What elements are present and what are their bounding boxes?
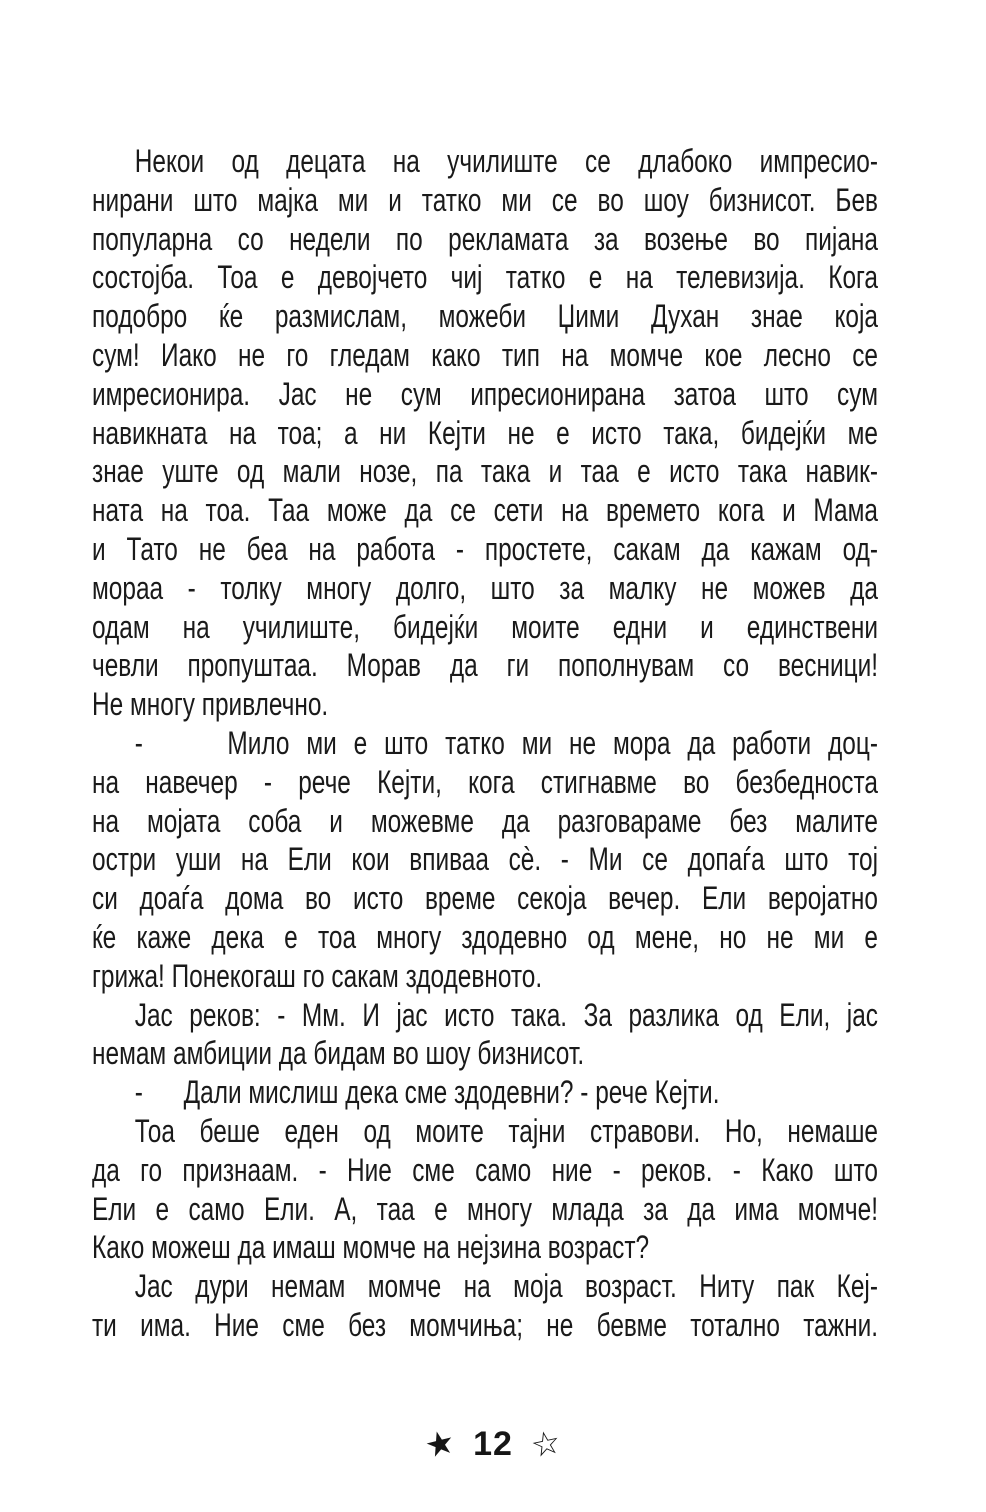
page-number: 12 bbox=[473, 1425, 513, 1463]
paragraph bbox=[92, 1073, 878, 1112]
paragraph bbox=[92, 724, 878, 996]
text-line: и Тато не беа на работа - простете, сакам да кажам од- bbox=[92, 530, 878, 567]
filled-star-icon: ★ bbox=[420, 1421, 459, 1466]
text-line: на навечер - рече Кејти, кога стигнавме во безбедноста bbox=[92, 763, 878, 800]
text-line: Јас реков: - Мм. И јас исто така. За разлика од Ели, јас bbox=[134, 996, 878, 1033]
paragraph bbox=[92, 1112, 878, 1267]
text-line: состојба. Тоа е девојчето чиј татко е на телевизија. Кога bbox=[92, 259, 878, 296]
text-line: на мојата соба и можевме да разговараме без малите bbox=[92, 802, 878, 839]
text-line: - Мило ми е што татко ми не мора да работи доц- bbox=[134, 724, 878, 761]
text-line: си доаѓа дома во исто време секоја вечер. Ели веројатно bbox=[92, 880, 878, 917]
text-line: одам на училиште, бидејќи моите едни и единствени bbox=[92, 608, 878, 645]
text-line: ти има. Ние сме без момчиња; не бевме тотално тажни. bbox=[92, 1306, 878, 1343]
text-line: ќе каже дека е тоа многу здодевно од мене, но не ми е bbox=[92, 918, 878, 955]
text-line: подобро ќе размислам, можеби Џими Духан знае која bbox=[92, 298, 878, 335]
text-line: популарна со недели по рекламата за возење во пијана bbox=[92, 220, 878, 257]
text-line: Тоа беше еден од моите тајни стравови. Но, немаше bbox=[134, 1112, 878, 1149]
text-line: имресионира. Јас не сум ипресионирана затоа што сум bbox=[92, 375, 878, 412]
text-line: немам амбиции да бидам во шоу бизнисот. bbox=[92, 1035, 585, 1072]
text-line: остри уши на Ели кои впиваа сѐ. - Ми се допаѓа што тој bbox=[92, 841, 878, 878]
text-line: Јас дури немам момче на моја возраст. Ниту пак Кеј- bbox=[134, 1268, 878, 1305]
text-line: Како можеш да имаш момче на нејзина возраст? bbox=[92, 1229, 650, 1266]
text-line: сум! Иако не го гледам како тип на момче кое лесно се bbox=[92, 336, 878, 373]
paragraph bbox=[92, 996, 878, 1074]
text-line: Не многу привлечно. bbox=[92, 686, 329, 723]
outline-star-icon: ☆ bbox=[527, 1422, 565, 1465]
text-line: Некои од децата на училиште се длабоко импресио- bbox=[134, 143, 878, 179]
text-line: - Дали мислиш дека сме здодевни? - рече Кејти. bbox=[134, 1074, 720, 1111]
text-line: мораа - толку многу долго, што за малку не можев да bbox=[92, 569, 878, 606]
page-text bbox=[92, 142, 878, 1345]
paragraph bbox=[92, 142, 878, 724]
text-line: ната на тоа. Таа може да се сети на времето кога и Мама bbox=[92, 492, 878, 529]
text-line: грижа! Понекогаш го сакам здодевното. bbox=[92, 957, 543, 994]
text-line: Ели е само Ели. А, таа е многу млада за да има момче! bbox=[92, 1190, 878, 1227]
page-footer bbox=[0, 1421, 986, 1466]
text-line: да го признаам. - Ние сме само ние - реков. - Како што bbox=[92, 1151, 878, 1188]
text-line: чевли пропуштаа. Морав да ги пополнувам со весници! bbox=[92, 647, 878, 684]
text-line: навикната на тоа; а ни Кејти не е исто така, бидејќи ме bbox=[92, 414, 878, 451]
paragraph bbox=[92, 1267, 878, 1345]
text-line: нирани што мајка ми и татко ми се во шоу бизнисот. Бев bbox=[92, 181, 878, 218]
text-line: знае уште од мали нозе, па така и таа е исто така навик- bbox=[92, 453, 878, 490]
